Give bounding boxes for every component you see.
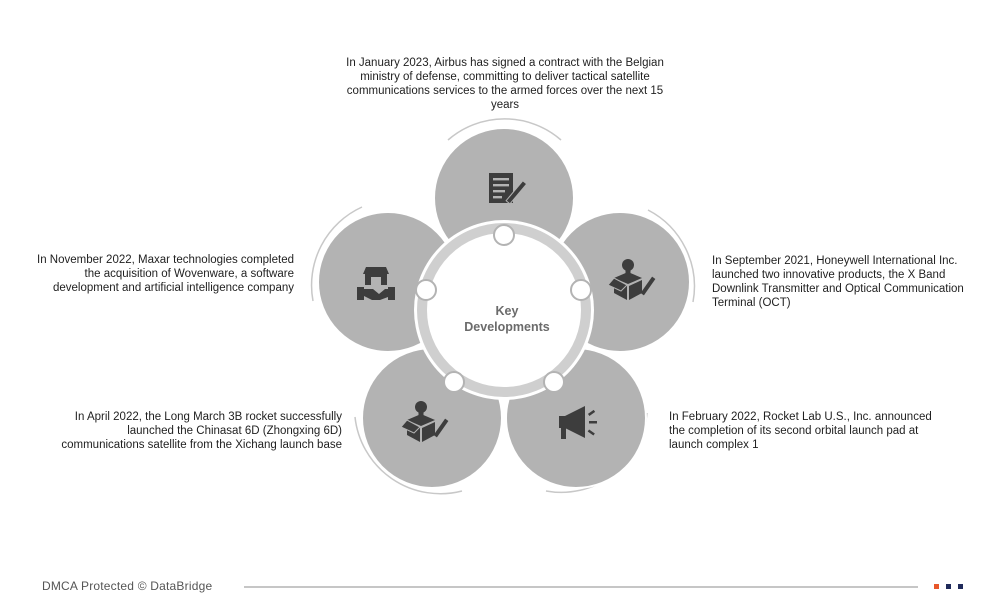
footer-dot-navy [946, 584, 951, 589]
footer-divider [244, 586, 918, 588]
center-label-line1: Key [495, 304, 519, 318]
development-note-top: In January 2023, Airbus has signed a contract with the Belgian ministry of defense, committing to deliver tactical satellite communications services to the armed forces over the next 15 years [346, 57, 664, 111]
development-note-left: In November 2022, Maxar technologies completed the acquisition of Wovenware, a software development and artificial intelligence company [37, 254, 294, 294]
center-label-line2: Developments [464, 320, 550, 334]
ring-node-top [494, 225, 514, 245]
ring-node-left [416, 280, 436, 300]
footer-dot-navy [958, 584, 963, 589]
ring-node-bottom-left [444, 372, 464, 392]
footer-dot-orange [934, 584, 939, 589]
development-note-bottom-right: In February 2022, Rocket Lab U.S., Inc. announced the completion of its second orbital launch pad at launch complex 1 [669, 411, 932, 451]
ring-node-bottom-right [544, 372, 564, 392]
development-note-bottom-left: In April 2022, the Long March 3B rocket successfully launched the Chinasat 6D (Zhongxing 6D) communications satellite from the Xichang launch base [61, 411, 342, 451]
footer-copyright: DMCA Protected © DataBridge [42, 579, 213, 593]
ring-node-right [571, 280, 591, 300]
development-note-right: In September 2021, Honeywell International Inc. launched two innovative products, the X Band Downlink Transmitter and Optical Communication Terminal (OCT) [712, 255, 964, 309]
